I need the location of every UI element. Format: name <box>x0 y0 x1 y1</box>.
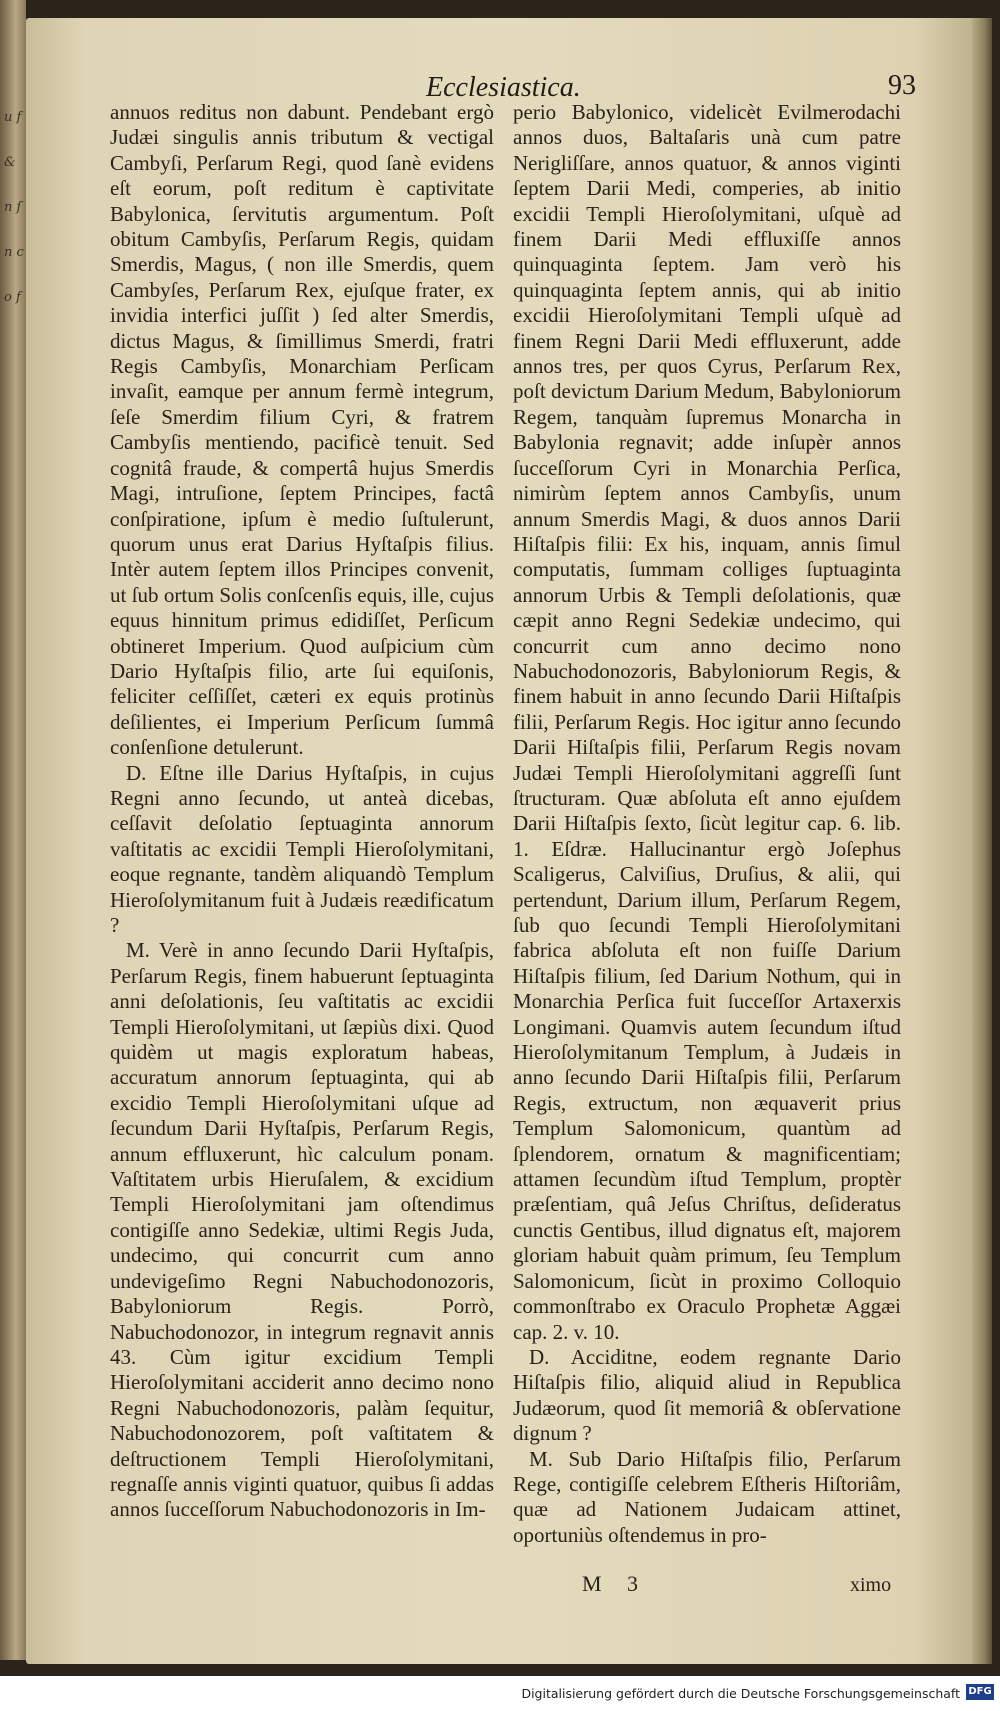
previous-page-letters: u f & n ſ n c o f <box>4 110 24 305</box>
right-column <box>513 100 901 1548</box>
running-head <box>26 48 992 103</box>
left-column <box>110 100 494 1523</box>
catchword: ximo <box>850 1574 892 1596</box>
right-paragraph-3: M. Sub Dario Hiſtaſpis filio, Perſarum Rege, contigiſſe celebrem Eſtheris Hiſtoriâm, quæ ad Nationem Judaicam attinet, oportuniùs oſtendemus in pro- <box>513 1446 901 1547</box>
left-paragraph-1: annuos reditus non dabunt. Pendebant ergò Judæi singulis annis tributum & vectigal Cambyſi, Perſarum Regi, quod ſanè evidens eſt eorum, poſt reditum è captivitate Babylonica, ſervitutis argumentum. Poſt obitum Cambyſis, Perſarum Regis, quidam Smerdis, Magus, ( non ille Smerdis, quem Cambyſes, Perſarum Rex, ejuſque frater, ex invidia interfici juſſit ) ſed alter Smerdis, dictus Magus, & ſimillimus Smerdi, fratri Regis Cambyſis, Monarchiam Perſicam invaſit, eamque per annum fermè integrum, ſeſe Smerdim filium Cyri, & fratrem Cambyſis mentiendo, pacificè tenuit. Sed cognitâ fraude, & compertâ hujus Smerdis Magi, intruſione, ſeptem Principes, factâ conſpiratione, ipſum è medio ſuſtulerunt, quorum unus erat Darius Hyſtaſpis filius. Intèr autem ſeptem illos Principes convenit, ut ſub ortum Solis conſcenſis equis, ille, cujus equus hinnitum primus edidiſſet, Perſicum obtineret Imperium. Quod auſpicium cùm Dario Hyſtaſpis filio, arte ſui equiſonis, feliciter ceſſiſſet, cæteri ex equis protinùs deſilientes, ei Imperium Perſicum ſummâ conſenſione detulerunt. <box>110 100 494 760</box>
left-paragraph-3: M. Verè in anno ſecundo Darii Hyſtaſpis, Perſarum Regis, finem habuerunt ſeptuaginta anni deſolationis, ſeu vaſtitatis ac excidii Templi Hieroſolymitani, ut ſæpiùs dixi. Quod quidèm ut magis exploratum habeas, accuratum annorum ſeptuaginta, qui ab excidio Templi Hieroſolymitani uſque ad ſecundum Darii Hyſtaſpis, Perſarum Regis, annum effluxerunt, hìc calculum ponam. Vaſtitatem urbis Hieruſalem, & excidium Templi Hieroſolymitani jam oſtendimus contigiſſe anno Sedekiæ, ultimi Regis Juda, undecimo, qui concurrit cum anno undevigeſimo Regni Nabuchodonozoris, Babyloniorum Regis. Porrò, Nabuchodonozor, in integrum regnavit annis 43. Cùm igitur excidium Templi Hieroſolymitani acciderit anno decimo nono Regni Nabuchodonozoris, palàm ſequitur, Nabuchodonozorem, poſt vaſtitatem & deſtructionem Templi Hieroſolymitani, regnaſſe annis viginti quatuor, quibus ſi addas annos ſucceſſorum Nabuchodonozoris in Im- <box>110 938 494 1522</box>
dfg-logo: DFG <box>966 1684 994 1700</box>
digitization-footer <box>0 1676 1000 1711</box>
left-paragraph-2: D. Eſtne ille Darius Hyſtaſpis, in cujus Regni anno ſecundo, ut anteà dicebas, ceſſavit deſolatio ſeptuaginta annorum vaſtitatis ac excidii Templi Hieroſolymitani, eoque regnante, tandèm aliquandò Templum Hieroſolymitanum fuit à Judæis reædificatum ? <box>110 760 494 937</box>
right-paragraph-1: perio Babylonico, videlicèt Evilmerodachi annos duos, Baltaſaris unà cum patre Nerigliſſare, annos quatuor, & annos viginti ſeptem Darii Medi, comperies, ab initio excidii Templi Hieroſolymitani, uſquè ad finem Darii Medi effluxiſſe annos quinquaginta ſeptem. Jam verò his quinquaginta ſeptem annis, qui ab initio excidii Hieroſolymitani Templi uſquè ad finem Regni Darii Medi effluxerunt, adde annos tres, per quos Cyrus, Perſarum Rex, poſt devictum Darium Medum, Babyloniorum Regem, tanquàm ſupremus Monarcha in Babylonia regnavit; adde inſupèr annos ſucceſſorum Cyri in Monarchia Perſica, nimirùm ſeptem annos Cambyſis, unum annum Smerdis Magi, & duos annos Darii Hiſtaſpis filii: Ex his, inquam, annis ſimul computatis, ſummam colliges ſuptuaginta annorum Urbis & Templi deſolationis, quæ cæpit anno Regni Sedekiæ undecimo, qui concurrit cum anno decimo nono Nabuchodonozoris, Babyloniorum Regis, & finem habuit in anno ſecundo Darii Hiſtaſpis filii, Perſarum Regis. Hoc igitur anno ſecundo Darii Hiſtaſpis filii, Perſarum Regis novam Judæi Templi Hieroſolymitani aggreſſi ſunt ſtructuram. Quæ abſoluta eſt anno ejuſdem Darii Hiſtaſpis ſexto, ſicùt legitur cap. 6. lib. 1. Eſdræ. Hallucinantur ergò Joſephus Scaligerus, Calviſius, Druſius, & alii, qui pertendunt, Darium illum, Perſarum Regem, ſub quo ſecundi Templi Hieroſolymitani fabrica abſoluta eſt non fuiſſe Darium Hiſtaſpis filium, ſed Darium Nothum, qui in Monarchia Perſica fuit ſucceſſor Artaxerxis Longimani. Quamvis autem ſecundum iſtud Hieroſolymitanum Templum, à Judæis in anno ſecundo Darii Hiſtaſpis filii, Perſarum Regis, extructum, non æquaverit prius Templum Salomonicum, quantùm ad ſplendorem, ornatum & magnificentiam; attamen ſecundùm iſtud Templum, proptèr præſentiam, quâ Jeſus Chriſtus, deſideratus cunctis Gentibus, illud dignatus eſt, majorem gloriam habuit quàm primum, ſeu Templum Salomonicum, ſicùt in proximo Colloquio commonſtrabo ex Oraculo Prophetæ Aggæi cap. 2. v. 10. <box>513 100 901 1344</box>
funding-credit: Digitalisierung gefördert durch die Deutsche Forschungsgemeinschaft <box>521 1686 960 1701</box>
page-number: 93 <box>888 70 916 101</box>
book-page <box>26 18 992 1664</box>
running-title: Ecclesiastica. <box>426 72 581 103</box>
right-paragraph-2: D. Acciditne, eodem regnante Dario Hiſtaſpis filio, aliquid aliud in Republica Judæorum, quod ſit memoriâ & obſervatione dignum ? <box>513 1344 901 1446</box>
signature-mark: M 3 <box>582 1571 649 1596</box>
page-edge-right <box>972 18 992 1664</box>
previous-page-edge <box>0 0 26 1660</box>
